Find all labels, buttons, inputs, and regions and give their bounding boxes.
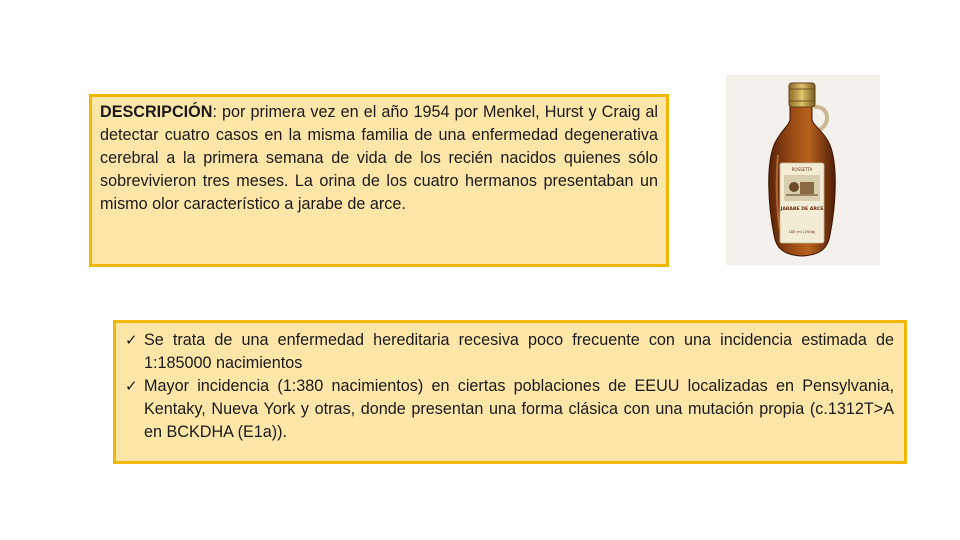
checkmark-icon: ✓ — [125, 377, 138, 395]
bullet-text: Se trata de una enfermedad hereditaria recesiva poco frecuente con una incidencia estimada de 1:185000 nacimientos — [144, 331, 894, 372]
description-heading: DESCRIPCIÓN — [100, 103, 213, 121]
checkmark-icon: ✓ — [125, 331, 138, 349]
maple-syrup-bottle-photo — [726, 75, 880, 265]
bullets-box — [113, 320, 907, 464]
bullet-list — [124, 329, 894, 444]
bottle-image — [726, 75, 880, 265]
list-item — [124, 375, 894, 444]
label-brand: ROSSETTA — [791, 167, 813, 172]
label-title: JARABE DE ARCE — [780, 207, 824, 212]
list-item — [124, 329, 894, 375]
description-paragraph — [100, 101, 658, 216]
bullet-text: Mayor incidencia (1:380 nacimientos) en ciertas poblaciones de EEUU localizadas en Pensylvania, Kentaky, Nueva York y otras, donde presentan una forma clásica con una mutación propia (c.1312T>A en BCKDHA (E1a)). — [144, 377, 894, 441]
description-box — [89, 94, 669, 267]
label-volume: 185 ml (250g) — [788, 229, 816, 234]
description-text: : por primera vez en el año 1954 por Menkel, Hurst y Craig al detectar cuatro casos en la misma familia de una enfermedad degenerativa cerebral a la primera semana de vida de los recién nacidos quienes sólo sobrevivieron tres meses. La orina de los cuatro hermanos presentaban un mismo olor característico a jarabe de arce. — [100, 103, 658, 213]
